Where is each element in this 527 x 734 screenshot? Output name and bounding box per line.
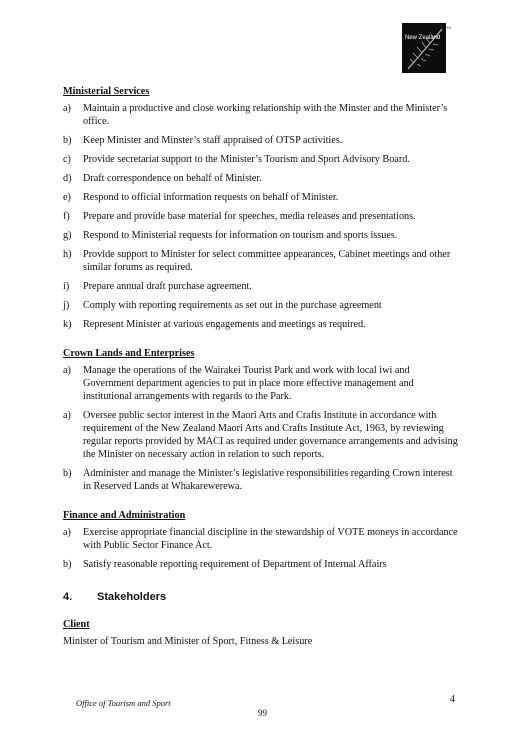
list-item: c) Provide secretariat support to the Minister’s Tourism and Sport Advisory Board. [63,154,410,165]
list-item: d) Draft correspondence on behalf of Minister. [63,173,262,184]
client-heading: Client [63,619,90,630]
list-item: i) Prepare annual draft purchase agreement. [63,281,252,292]
list-item: b) Administer and manage the Minister’s legislative responsibilities regarding Crown interest in Reserved Lands at Whakarewerewa. [63,468,453,492]
list-item: a) Manage the operations of the Wairakei Tourist Park and work with local iwi and Government department agencies to put in place more effective management and institutional arrangements with regards to the Park. [63,365,414,402]
list-item: a) Maintain a productive and close working relationship with the Minster and the Minister’s office. [63,103,448,127]
ministerial-services-heading: Ministerial Services [63,86,150,97]
crown-lands-list [63,364,463,493]
logo-text: New Zealand [405,35,441,41]
new-zealand-fern-logo [402,23,451,73]
crown-lands-heading: Crown Lands and Enterprises [63,348,195,359]
list-item: a) Exercise appropriate financial discipline in the stewardship of VOTE moneys in accordance with Public Sector Finance Act. [63,527,458,551]
list-item: e) Respond to official information requests on behalf of Minister. [63,192,339,203]
document-body [63,85,463,648]
list-item: f) Prepare and provide base material for speeches, media releases and presentations. [63,211,416,222]
client-text: Minister of Tourism and Minister of Sport, Fitness & Leisure [63,636,313,647]
list-item: k) Represent Minister at various engagements and meetings as required. [63,319,366,330]
fern-icon [402,23,446,73]
footer-section-number: 4 [450,694,455,705]
list-item: b) Satisfy reasonable reporting requirement of Department of Internal Affairs [63,559,387,570]
list-item: g) Respond to Ministerial requests for information on tourism and sports issues. [63,230,398,241]
finance-administration-list [63,526,463,571]
list-item: a) Oversee public sector interest in the Maori Arts and Crafts Institute in accordance with requirement of the New Zealand Maori Arts and Crafts Institute Act, 1963, by reviewing regular reports provided by MACI as required under governance arrangements and advising the Minister on necessary action in relation to such reports. [63,410,458,460]
footer-page-number: 99 [258,708,267,718]
list-item: j) Comply with reporting requirements as set out in the purchase agreement [63,300,382,311]
finance-administration-heading: Finance and Administration [63,510,186,521]
footer-office-name: Office of Tourism and Sport [76,698,171,708]
list-item: h) Provide support to Minister for select committee appearances, Cabinet meetings and other similar forums as required. [63,249,451,273]
trademark-mark: ™ [446,27,451,32]
ministerial-services-list [63,102,463,331]
list-item: b) Keep Minister and Minster’s staff appraised of OTSP activities. [63,135,343,146]
section-number: 4. [63,591,73,603]
section-title: Stakeholders [97,591,167,603]
section-4-heading [63,591,463,604]
